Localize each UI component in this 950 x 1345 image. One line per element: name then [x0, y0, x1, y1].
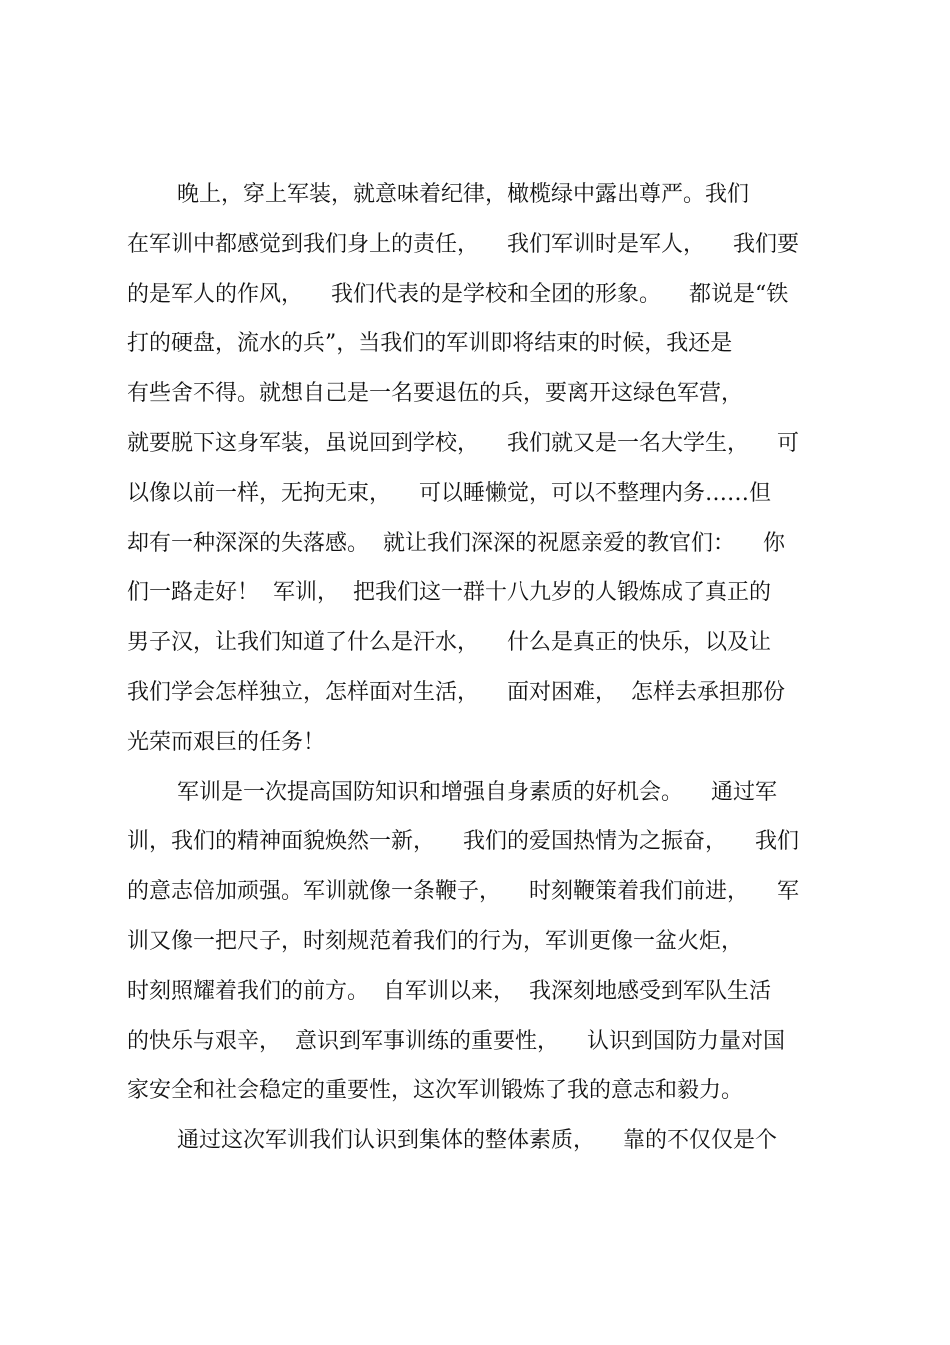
paragraph-2-line-6: 的快乐与艰辛， 意识到军事训练的重要性， 认识到国防力量对国	[127, 1029, 785, 1054]
paragraph-2-line-2: 训，我们的精神面貌焕然一新， 我们的爱国热情为之振奋， 我们	[127, 829, 799, 854]
paragraph-1-line-6: 就要脱下这身军装，虽说回到学校， 我们就又是一名大学生， 可	[127, 431, 799, 456]
paragraph-1-line-8: 却有一种深深的失落感。 就让我们深深的祝愿亲爱的教官们： 你	[127, 531, 785, 556]
paragraph-2-line-1: 军训是一次提高国防知识和增强自身素质的好机会。 通过军	[177, 780, 777, 805]
paragraph-2-line-5: 时刻照耀着我们的前方。 自军训以来， 我深刻地感受到军队生活	[127, 979, 771, 1004]
paragraph-1-line-2: 在军训中都感觉到我们身上的责任， 我们军训时是军人， 我们要	[127, 232, 799, 257]
paragraph-1-line-3: 的是军人的作风， 我们代表的是学校和全团的形象。 都说是“铁	[127, 282, 789, 307]
paragraph-1-line-11: 我们学会怎样独立，怎样面对生活， 面对困难， 怎样去承担那份	[127, 680, 785, 705]
paragraph-1-line-4: 打的硬盘，流水的兵”，当我们的军训即将结束的时候，我还是	[127, 331, 733, 356]
paragraph-3-line-1: 通过这次军训我们认识到集体的整体素质， 靠的不仅仅是个	[177, 1128, 777, 1153]
paragraph-1-line-9: 们一路走好！ 军训， 把我们这一群十八九岁的人锻炼成了真正的	[127, 580, 771, 605]
paragraph-1-line-1: 晚上，穿上军装，就意味着纪律，橄榄绿中露出尊严。我们	[177, 182, 750, 207]
paragraph-1-line-5: 有些舍不得。就想自己是一名要退伍的兵，要离开这绿色军营，	[127, 381, 744, 406]
paragraph-2-line-4: 训又像一把尺子，时刻规范着我们的行为，军训更像一盆火炬，	[127, 929, 744, 954]
paragraph-1-line-10: 男子汉，让我们知道了什么是汗水， 什么是真正的快乐，以及让	[127, 630, 771, 655]
paragraph-2-line-3: 的意志倍加顽强。军训就像一条鞭子， 时刻鞭策着我们前进， 军	[127, 879, 799, 904]
paragraph-1-line-12: 光荣而艰巨的任务！	[127, 730, 326, 755]
paragraph-1-line-7: 以像以前一样，无拘无束， 可以睡懒觉，可以不整理内务……但	[127, 481, 771, 506]
paragraph-2-line-7: 家安全和社会稳定的重要性，这次军训锻炼了我的意志和毅力。	[127, 1078, 744, 1103]
